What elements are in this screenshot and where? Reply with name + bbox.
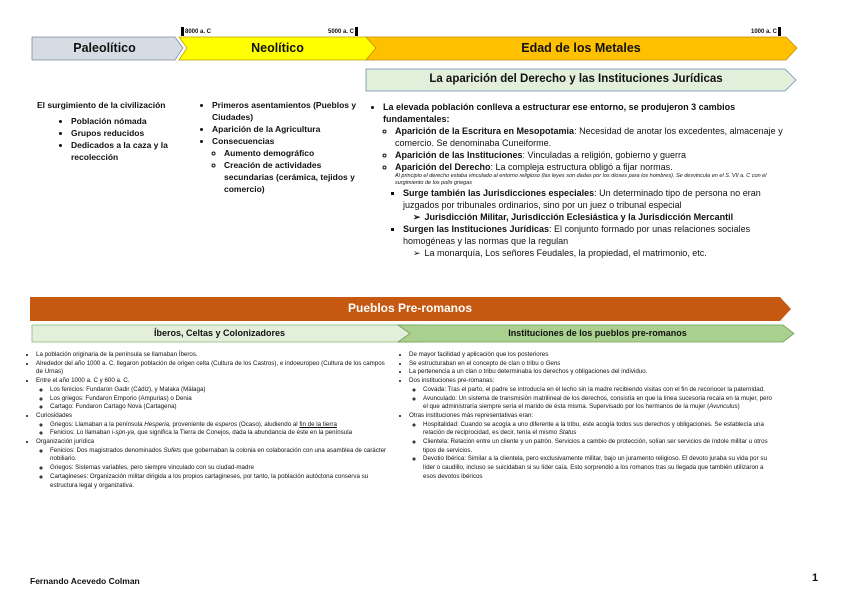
left-list (24, 351, 389, 490)
col3-sub-title: Surge también las Jurisdicciones especiales (403, 188, 595, 198)
col1-heading: El surgimiento de la civilización (37, 100, 166, 110)
left-list-item: • Alrededor del año 1000 a. C. llegaron población de origen celta (Cultura de los Castros), e indoeuropeo (Cultura de los campos de Urnas) (36, 360, 389, 377)
left-list-subitem: ◦ Fenicios: Lo llamaban i-spn-ya, que significa la Tierra de Conejos, dada la abundancia de éste en la península (50, 429, 389, 438)
col2-item: • Aparición de la Agricultura (212, 123, 361, 135)
box-right-title: Instituciones de los pueblos pre-romanos (508, 328, 687, 338)
col1-item: • Dedicados a la caza y la recolección (71, 139, 187, 163)
left-list-subitem: ◦ Cartagineses: Organización militar dirigida a los propios cartagineses, por tanto, la población autóctona conserva su estructura legal y organizativa. (50, 473, 389, 490)
label-paleolitico: Paleolítico (73, 41, 136, 55)
right-list-item-label: Dos instituciones pre-romanas: (409, 377, 495, 385)
left-list-item (36, 438, 389, 490)
col3-change-title: Aparición de la Escritura en Mesopotamia (395, 126, 575, 136)
tick-5000: 5000 a. C (328, 27, 358, 36)
col2-item: • Primeros asentamientos (Pueblos y Ciudades) (212, 99, 361, 123)
left-list-subitem: ◦ Fenicios: Dos magistrados denominados Sufets que gobernaban la colonia en colaboración con una asamblea de carácter nobiliario. (50, 447, 389, 464)
col3-change-text: : Necesidad de anotar los excedentes, almacenaje y comercio. Se denominaba Cuneiforme. (395, 126, 783, 148)
right-list-item: • De mayor facilidad y aplicación que los posteriores (409, 351, 772, 360)
col3-change-text: : La compleja estructura obligó a fijar normas. (490, 162, 673, 172)
col3-change (395, 149, 784, 161)
left-list-item-label: Curiosidades (36, 411, 73, 419)
col2-item (212, 135, 361, 195)
left-list-item-label: Organización jurídica (36, 438, 95, 446)
left-list-subitem: ◦ Griegos: Llamaban a la península Hesperia, proveniente de esperos (Ocaso), aludiendo al fin de la tierra (50, 421, 389, 430)
col3-change-title: Aparición del Derecho (395, 162, 491, 172)
label-edad-metales: Edad de los Metales (521, 41, 641, 55)
right-list-subitem: ◦ Hospitalidad: Cuando se acogía a uno diferente a la tribu, este acogía todos sus derechos y obligaciones. Se establecía una relación de reciprocidad, es decir, tenía el mismo Status (423, 421, 772, 438)
right-list-subitem: ◦ Devotio Ibérica: Similar a la clientela, pero exclusivamente militar, bajo un juramento religioso. El devoto juraba su vida por su líder o caudillo, incluso se suicidaban si su líder caía. Esto sorprendió a los romanos tras su llegada que también utilizaron a esos devotos ibéricos (423, 455, 772, 481)
col3-change-title: Aparición de las Instituciones (395, 150, 523, 160)
left-list-subitem: ◦ Los fenicios: Fundaron Gadir (Cádiz), y Malaka (Málaga) (50, 386, 389, 395)
right-list-item: • La pertenencia a un clan o tribu determinaba los derechos y obligaciones del individuo. (409, 368, 772, 377)
right-list (400, 351, 772, 482)
left-list-subitem: ◦ Cartago: Fundaron Cartago Nova (Cartagena) (50, 403, 389, 412)
right-list-item: • Se estructuraban en el concepto de clan o tribu o Gens (409, 360, 772, 369)
left-list-item (36, 412, 389, 438)
right-list-subitem: ◦ Covada: Tras el parto, el padre se introducía en el lecho sin la madre recibiendo visitas con el fin de reconocer la paternidad. (423, 386, 772, 395)
right-list-subitem: ◦ Clientela: Relación entre un cliente y un patrón. Servicios a cambio de protección, solían ser servicios de índole militar u otros tipos de servicios. (423, 438, 772, 455)
col-metales (369, 101, 784, 259)
col1-item: • Población nómada (71, 115, 187, 127)
col3-arrow-item: ➢ Jurisdicción Militar, Jurisdicción Eclesiástica y la Jurisdicción Mercantil (413, 211, 784, 223)
left-list-item-label: Entre el año 1000 a. C y 600 a. C. (36, 377, 130, 385)
col-neolitico (186, 99, 361, 195)
left-list-item (36, 377, 389, 412)
preromanos-banner: Pueblos Pre-romanos (347, 301, 473, 315)
col3-change (395, 125, 784, 149)
footer-author: Fernando Acevedo Colman (30, 576, 140, 586)
left-list-subitem: ◦ Griegos: Sistemas variables, pero siempre vinculado con su ciudad-madre (50, 464, 389, 473)
col3-sub (403, 223, 784, 259)
col2-item-label: Consecuencias (212, 136, 275, 146)
left-list-item: • La población originaria de la península se llamaban Íberos. (36, 351, 389, 360)
right-list-item (409, 412, 772, 482)
col3-change (395, 161, 784, 187)
tick-1000: 1000 a. C (751, 27, 781, 36)
right-list-item (409, 377, 772, 412)
col3-sub (403, 187, 784, 223)
col3-sub-text: : Un determinado tipo de persona no eran juzgados por tribunales ordinarios, sino por un juez o tribunal especial (403, 188, 761, 210)
tick-8000: 8000 a. C (181, 27, 211, 36)
left-list-subitem: ◦ Los griegos: Fundaron Emporio (Ampurias) o Denia (50, 395, 389, 404)
col3-intro: • La elevada población conlleva a estructurar ese entorno, se produjeron 3 cambios fundamentales: (383, 101, 784, 125)
col1-item: • Grupos reducidos (71, 127, 187, 139)
page-number: 1 (812, 572, 819, 584)
label-derecho-banner: La aparición del Derecho y las Instituciones Jurídicas (429, 73, 723, 85)
label-neolitico: Neolítico (251, 41, 304, 55)
col3-change-text: : Vinculadas a religión, gobierno y guerra (522, 150, 686, 160)
col3-arrow-item: ➢ La monarquía, Los señores Feudales, la propiedad, el matrimonio, etc. (413, 247, 784, 259)
col3-sub-title: Surgen las Instituciones Jurídicas (403, 224, 550, 234)
col2-subitem: ◦ Creación de actividades secundarias (cerámica, tejidos y comercio) (224, 159, 361, 195)
right-list-item-label: Otras instituciones más representativas eran: (409, 411, 534, 419)
col-paleolitico (37, 99, 187, 163)
col3-note: Al principio el derecho estaba vinculado al entorno religioso (las leyes son dadas por los dioses para los hombres). Se desvincula en el S. VII a. C con el surgimiento de los polis griegas (395, 173, 767, 186)
col3-sub-text: : El conjunto formado por unas relaciones sociales homogéneas y las normas que la regulan (403, 224, 751, 246)
box-left-title: Íberos, Celtas y Colonizadores (153, 328, 286, 338)
right-list-subitem: ◦ Avunculado: Un sistema de transmisión matrilineal de los derechos, consistía en que la línea sucesoria recaía en la mujer, pero el que administraría siempre sería el marido de ésta misma. Supervisado por los hermanos de la mujer (Avunculus) (423, 395, 772, 412)
col2-subitem: ◦ Aumento demográfico (224, 147, 361, 159)
